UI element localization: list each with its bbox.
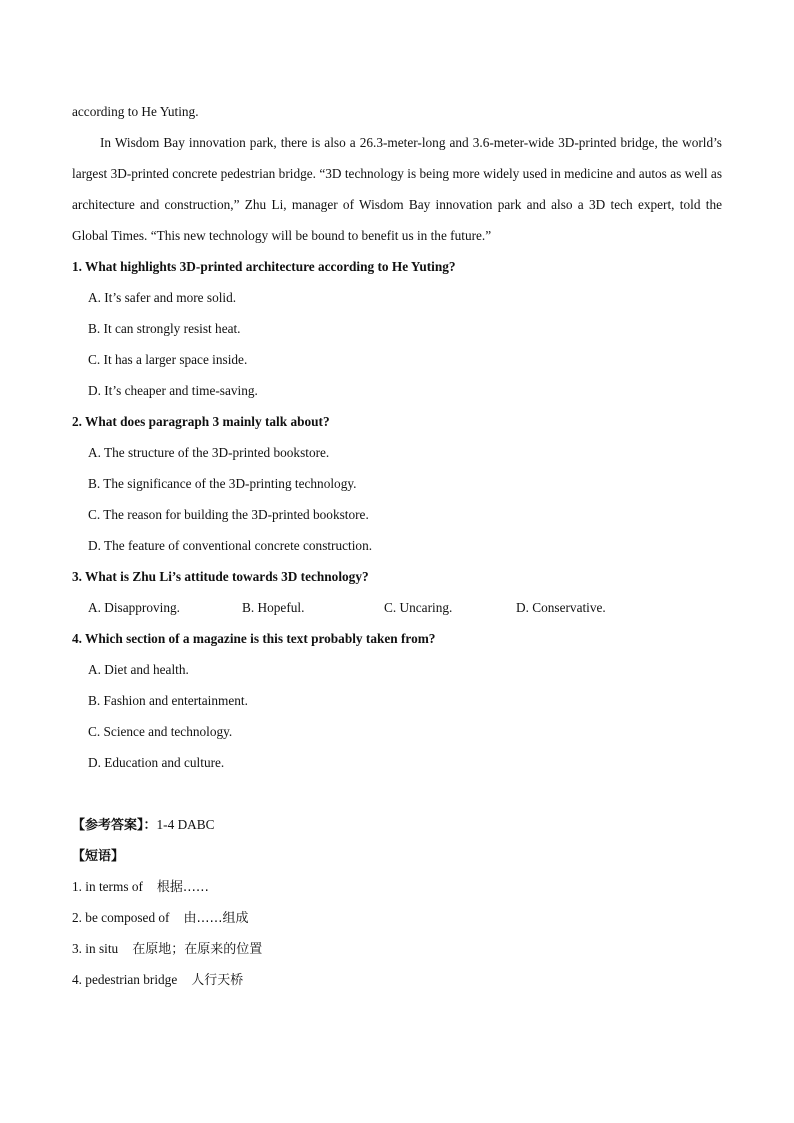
document-page bbox=[72, 96, 722, 995]
option-c: C. It has a larger space inside. bbox=[88, 352, 248, 367]
answer-label: 【参考答案】： bbox=[72, 818, 157, 833]
option-c: C. Uncaring. bbox=[384, 600, 453, 615]
passage-continuation: according to He Yuting. bbox=[72, 104, 199, 119]
option-c: C. Science and technology. bbox=[88, 724, 233, 739]
phrase-item bbox=[72, 964, 722, 995]
question-stem: 1. What highlights 3D-printed architecture according to He Yuting? bbox=[72, 259, 456, 274]
option-b: B. The significance of the 3D-printing technology. bbox=[88, 476, 357, 491]
option-c: C. The reason for building the 3D-printed bookstore. bbox=[88, 507, 369, 522]
option-b: B. It can strongly resist heat. bbox=[88, 321, 241, 336]
option-a: A. The structure of the 3D-printed bookstore. bbox=[88, 445, 330, 460]
option-d: D. It’s cheaper and time-saving. bbox=[88, 383, 258, 398]
question-stem: 3. What is Zhu Li’s attitude towards 3D technology? bbox=[72, 569, 369, 584]
phrase-item bbox=[72, 871, 722, 902]
phrase-meaning: 根据…… bbox=[156, 880, 209, 895]
option-row bbox=[72, 592, 722, 623]
option-d: D. Conservative. bbox=[516, 600, 606, 615]
phrases-heading: 【短语】 bbox=[72, 849, 125, 864]
phrases-section bbox=[72, 840, 722, 871]
answer-value: 1-4 DABC bbox=[156, 817, 215, 832]
question-stem: 4. Which section of a magazine is this text probably taken from? bbox=[72, 631, 436, 646]
spacer bbox=[72, 778, 722, 809]
question-stem: 2. What does paragraph 3 mainly talk about? bbox=[72, 414, 330, 429]
option-d: D. Education and culture. bbox=[88, 755, 225, 770]
option-a: A. Disapproving. bbox=[88, 600, 180, 615]
option-b: B. Hopeful. bbox=[242, 600, 305, 615]
option-d: D. The feature of conventional concrete construction. bbox=[88, 538, 373, 553]
phrase-item bbox=[72, 902, 722, 933]
question-3 bbox=[72, 561, 722, 623]
phrase-term: 2. be composed of bbox=[72, 910, 170, 925]
question-1 bbox=[72, 251, 722, 406]
phrase-item bbox=[72, 933, 722, 964]
phrase-meaning: 由……组成 bbox=[183, 911, 249, 926]
phrase-term: 4. pedestrian bridge bbox=[72, 972, 178, 987]
phrase-meaning: 人行天桥 bbox=[191, 973, 244, 988]
phrase-term: 3. in situ bbox=[72, 941, 119, 956]
option-b: B. Fashion and entertainment. bbox=[88, 693, 248, 708]
option-a: A. Diet and health. bbox=[88, 662, 189, 677]
question-4 bbox=[72, 623, 722, 778]
answer-key bbox=[72, 809, 722, 840]
question-2 bbox=[72, 406, 722, 561]
option-a: A. It’s safer and more solid. bbox=[88, 290, 237, 305]
phrase-meaning: 在原地；在原来的位置 bbox=[132, 942, 263, 957]
phrase-term: 1. in terms of bbox=[72, 879, 143, 894]
passage-paragraph: In Wisdom Bay innovation park, there is also a 26.3-meter-long and 3.6-meter-wide 3D-printed bridge, the world’s largest 3D-printed concrete pedestrian bridge. “3D technology is being more widely used in medicine and autos as well as architecture and construction,” Zhu Li, manager of Wisdom Bay innovation park and also a 3D tech expert, told the Global Times. “This new technology will be bound to benefit us in the future.” bbox=[72, 135, 722, 243]
